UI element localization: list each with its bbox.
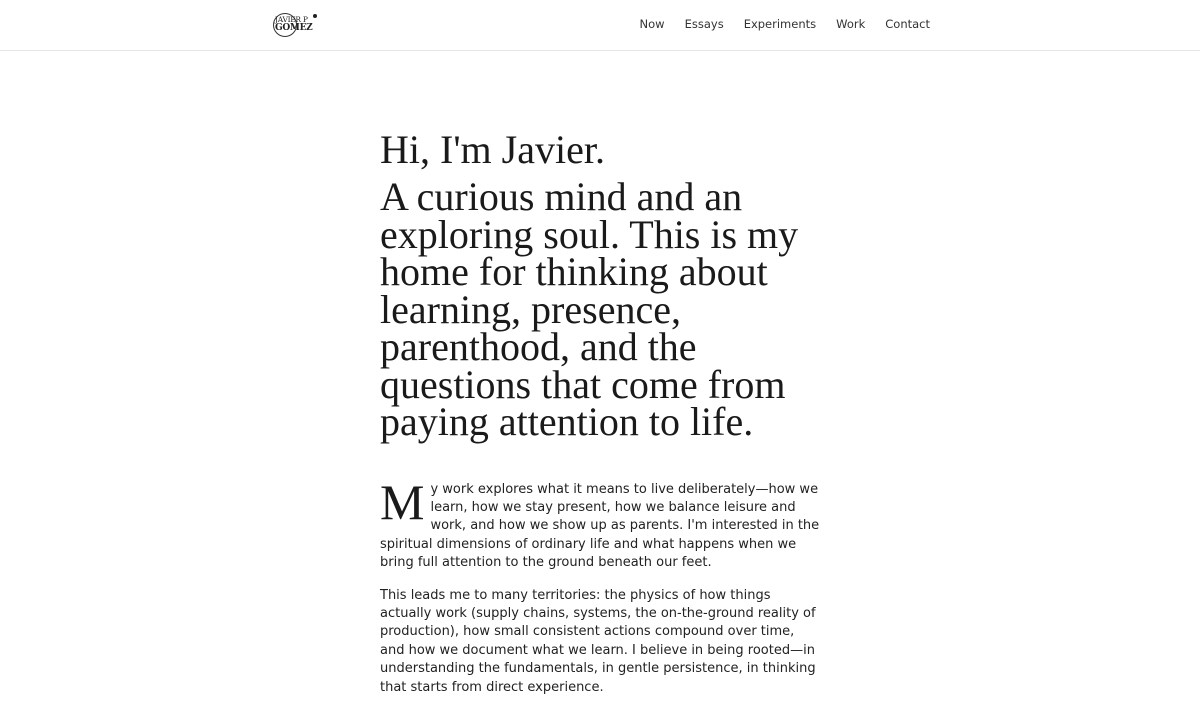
drop-cap: M — [380, 473, 425, 530]
nav-link-work[interactable]: Work — [836, 17, 866, 31]
main-nav — [640, 17, 930, 31]
intro-body — [380, 473, 822, 697]
page-title: Hi, I'm Javier. — [380, 127, 605, 172]
nav-link-contact[interactable]: Contact — [885, 17, 930, 31]
main-content — [380, 128, 822, 711]
logo-dot — [313, 14, 317, 18]
nav-link-essays[interactable]: Essays — [684, 17, 724, 31]
site-header — [0, 0, 1200, 51]
nav-link-now[interactable]: Now — [639, 17, 665, 31]
nav-link-experiments[interactable]: Experiments — [743, 17, 817, 31]
intro-paragraph-2: This leads me to many territories: the physics of how things actually work (supply chains, systems, the on-the-ground reality of production), how small consistent actions compound over time, and how we document what we learn. I believe in being rooted—in understanding the fundamentals, in gentle persistence, in thinking that starts from direct experience. — [380, 587, 816, 695]
hero-tagline: A curious mind and an exploring soul. This is my home for thinking about learning, presence, parenthood, and the questions that come from paying attention to life. — [380, 174, 799, 444]
intro-paragraph-1 — [380, 473, 822, 573]
site-logo[interactable] — [272, 12, 322, 39]
intro-paragraph-1-text: y work explores what it means to live deliberately—how we learn, how we stay present, how we balance leisure and work, and how we show up as parents. I'm interested in the spiritual dimensions of ordinary life and what happens when we bring full attention to the ground beneath our feet. — [380, 481, 820, 571]
logo-line-2: GOMEZ — [275, 23, 313, 33]
logo-line-1: JAVIER P — [275, 15, 308, 24]
